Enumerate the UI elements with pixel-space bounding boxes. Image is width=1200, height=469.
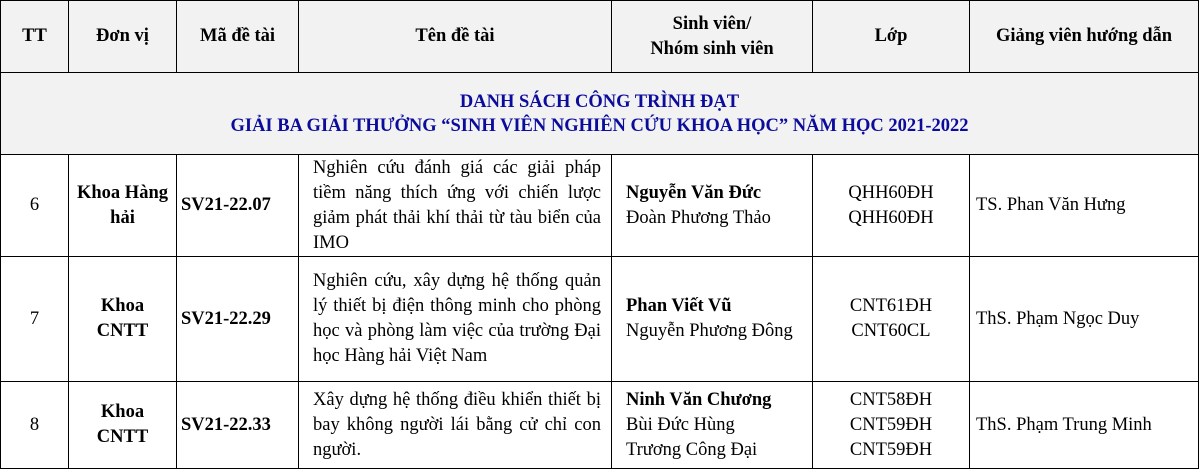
student-member: Bùi Đức Hùng xyxy=(626,414,735,435)
banner-line2: GIẢI BA GIẢI THƯỞNG “SINH VIÊN NGHIÊN CỨU KHOA HỌC” NĂM HỌC 2021-2022 xyxy=(230,115,969,136)
row-unit xyxy=(69,257,177,382)
banner-row xyxy=(1,73,1199,155)
student-lead: Phan Viết Vũ xyxy=(626,296,732,316)
banner-line1: DANH SÁCH CÔNG TRÌNH ĐẠT xyxy=(459,91,740,112)
row-code: SV21-22.29 xyxy=(177,257,299,382)
row-students xyxy=(612,382,813,469)
row-code: SV21-22.07 xyxy=(177,155,299,257)
row-title: Nghiên cứu, xây dựng hệ thống quản lý thiết bị điện thông minh cho phòng học và phòng làm việc của trường Đại học Hàng hải Việt Nam xyxy=(299,257,612,382)
row-title: Xây dựng hệ thống điều khiển thiết bị bay không người lái bằng cử chỉ con người. xyxy=(299,382,612,469)
header-tt: TT xyxy=(1,1,69,73)
row-unit-line1: Khoa xyxy=(100,402,145,422)
class-code: CNT59ĐH xyxy=(849,414,933,435)
row-tt: 7 xyxy=(1,257,69,382)
row-unit xyxy=(69,382,177,469)
header-advisor: Giảng viên hướng dẫn xyxy=(970,1,1199,73)
header-students-line1: Sinh viên/ xyxy=(672,13,752,34)
row-classes xyxy=(813,257,970,382)
header-title: Tên đề tài xyxy=(299,1,612,73)
header-students xyxy=(612,1,813,73)
student-lead: Ninh Văn Chương xyxy=(626,389,772,410)
class-code: QHH60ĐH xyxy=(848,182,934,203)
row-tt: 6 xyxy=(1,155,69,257)
row-unit-line2: CNTT xyxy=(96,321,149,341)
row-title: Nghiên cứu đánh giá các giải pháp tiềm năng thích ứng với chiến lược giảm phát thải khí thải từ tàu biển của IMO xyxy=(299,155,612,257)
row-advisor: ThS. Phạm Trung Minh xyxy=(970,382,1199,469)
class-code: CNT59ĐH xyxy=(849,439,933,460)
row-classes xyxy=(813,382,970,469)
row-unit-line2: CNTT xyxy=(96,427,149,447)
class-code: QHH60ĐH xyxy=(848,207,934,228)
table-row xyxy=(1,382,1199,469)
row-students xyxy=(612,155,813,257)
student-member: Trương Công Đại xyxy=(626,439,758,460)
row-advisor: ThS. Phạm Ngọc Duy xyxy=(970,257,1199,382)
row-tt: 8 xyxy=(1,382,69,469)
row-classes xyxy=(813,155,970,257)
student-member: Nguyễn Phương Đông xyxy=(626,321,793,341)
class-code: CNT58ĐH xyxy=(849,389,933,410)
banner-cell xyxy=(1,73,1199,155)
header-class: Lớp xyxy=(813,1,970,73)
class-code: CNT60CL xyxy=(851,321,931,341)
row-unit xyxy=(69,155,177,257)
header-code: Mã đề tài xyxy=(177,1,299,73)
table-row xyxy=(1,257,1199,382)
header-row xyxy=(1,1,1199,73)
table-row xyxy=(1,155,1199,257)
header-unit: Đơn vị xyxy=(69,1,177,73)
row-code: SV21-22.33 xyxy=(177,382,299,469)
row-unit-line1: Khoa xyxy=(100,296,145,316)
student-member: Đoàn Phương Thảo xyxy=(626,207,771,228)
class-code: CNT61ĐH xyxy=(849,296,933,316)
row-students xyxy=(612,257,813,382)
row-unit-line1: Khoa Hàng xyxy=(77,182,168,203)
student-lead: Nguyễn Văn Đức xyxy=(626,182,762,203)
row-unit-line2: hải xyxy=(110,207,135,228)
header-students-line2: Nhóm sinh viên xyxy=(650,38,774,59)
row-advisor: TS. Phan Văn Hưng xyxy=(970,155,1199,257)
